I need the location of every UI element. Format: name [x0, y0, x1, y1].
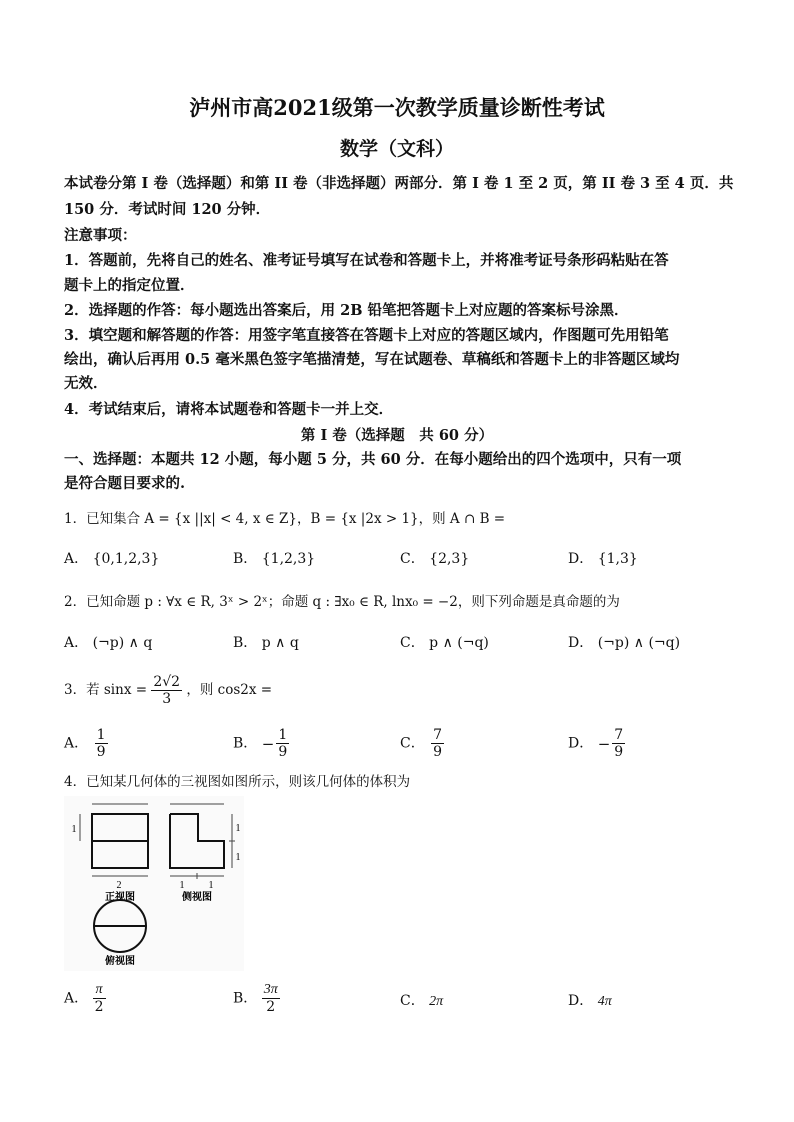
top-view-label: 俯视图: [105, 956, 135, 967]
exam-subtitle: 数学（文科）: [339, 138, 454, 160]
question-4-stem: 4．已知某几何体的三视图如图所示，则该几何体的体积为: [64, 774, 411, 790]
question-3-stem: 3．若 sinx = $\frac{2√2}{3}$ ，则 cos2x =: [64, 674, 273, 707]
dim-side-a: 1: [179, 880, 185, 891]
dim-side-b: 1: [208, 880, 214, 891]
q1-option-a: A． {0,1,2,3}: [64, 551, 160, 567]
q4-option-c: C． 2π: [400, 993, 444, 1009]
section-instruction: 是符合题目要求的.: [64, 475, 186, 492]
dim-right-1: 1: [235, 823, 241, 834]
note-item: 2．选择题的作答：每小题选出答案后，用 2B 铅笔把答题卡上对应题的答案标号涂黑．: [64, 302, 629, 319]
q2-option-a: A． (¬p) ∧ q: [64, 635, 153, 651]
q1-option-d: D． {1,3}: [568, 551, 638, 567]
question-1-stem: 1．已知集合 A = {x ||x| < 4, x ∈ Z}，B = {x |2x > 1}，则 A ∩ B =: [64, 511, 506, 527]
q3-fraction: $\frac{2√2}{3}$: [153, 674, 181, 707]
q2-option-b: B． p ∧ q: [233, 635, 299, 651]
front-view-label: 正视图: [105, 892, 135, 903]
q4-option-d: D． 4π: [568, 993, 612, 1009]
note-item: 无效．: [64, 375, 108, 392]
side-view-label: 侧视图: [182, 892, 212, 903]
dim-left: 1: [71, 824, 77, 835]
intro-line: 本试卷分第 I 卷（选择题）和第 II 卷（非选择题）两部分．第 I 卷 1 至 2 页，第 II 卷 3 至 4 页．共: [64, 175, 734, 192]
note-item: 题卡上的指定位置．: [64, 277, 195, 294]
q4-option-b: B． $\frac{3\pi}{2}$: [233, 982, 278, 1015]
section-instruction: 一、选择题：本题共 12 小题，每小题 5 分，共 60 分．在每小题给出的四个选项中，只有一项: [64, 451, 682, 468]
q4-option-a: A． $\frac{\pi}{2}$: [64, 982, 104, 1015]
part1-heading: 第 I 卷（选择题 共 60 分）: [300, 427, 494, 444]
note-item: 1．答题前，先将自己的姓名、准考证号填写在试卷和答题卡上，并将准考证号条形码粘贴在答: [64, 252, 669, 269]
note-item: 绘出，确认后再用 0.5 毫米黑色签字笔描清楚，写在试题卷、草稿纸和答题卡上的非答题区域均: [64, 351, 680, 368]
dim-front-width: 2: [116, 880, 122, 891]
q3-option-a: A． $\frac{1}{9}$: [64, 727, 106, 760]
intro-line: 150 分．考试时间 120 分钟．: [64, 201, 271, 218]
question-2-stem: 2．已知命题 p : ∀x ∈ R, 3ˣ > 2ˣ；命题 q : ∃x₀ ∈ R, lnx₀ = −2，则下列命题是真命题的为: [64, 594, 620, 610]
q3-option-d: D． − $\frac{7}{9}$: [568, 727, 624, 760]
note-item: 4．考试结束后，请将本试题卷和答题卡一并上交．: [64, 401, 394, 418]
q2-option-d: D． (¬p) ∧ (¬q): [568, 635, 681, 651]
q3-option-c: C． $\frac{7}{9}$: [400, 727, 443, 760]
dim-right-2: 1: [235, 852, 241, 863]
note-item: 3．填空题和解答题的作答：用签字笔直接答在答题卡上对应的答题区域内，作图题可先用铅笔: [64, 327, 669, 344]
q2-option-c: C． p ∧ (¬q): [400, 635, 489, 651]
q1-option-b: B． {1,2,3}: [233, 551, 316, 567]
q3-option-b: B． − $\frac{1}{9}$: [233, 727, 288, 760]
notes-heading: 注意事项：: [64, 227, 137, 244]
q1-option-c: C． {2,3}: [400, 551, 470, 567]
exam-title: 泸州市高2021级第一次教学质量诊断性考试: [189, 95, 605, 120]
three-view-figure: [64, 796, 244, 971]
